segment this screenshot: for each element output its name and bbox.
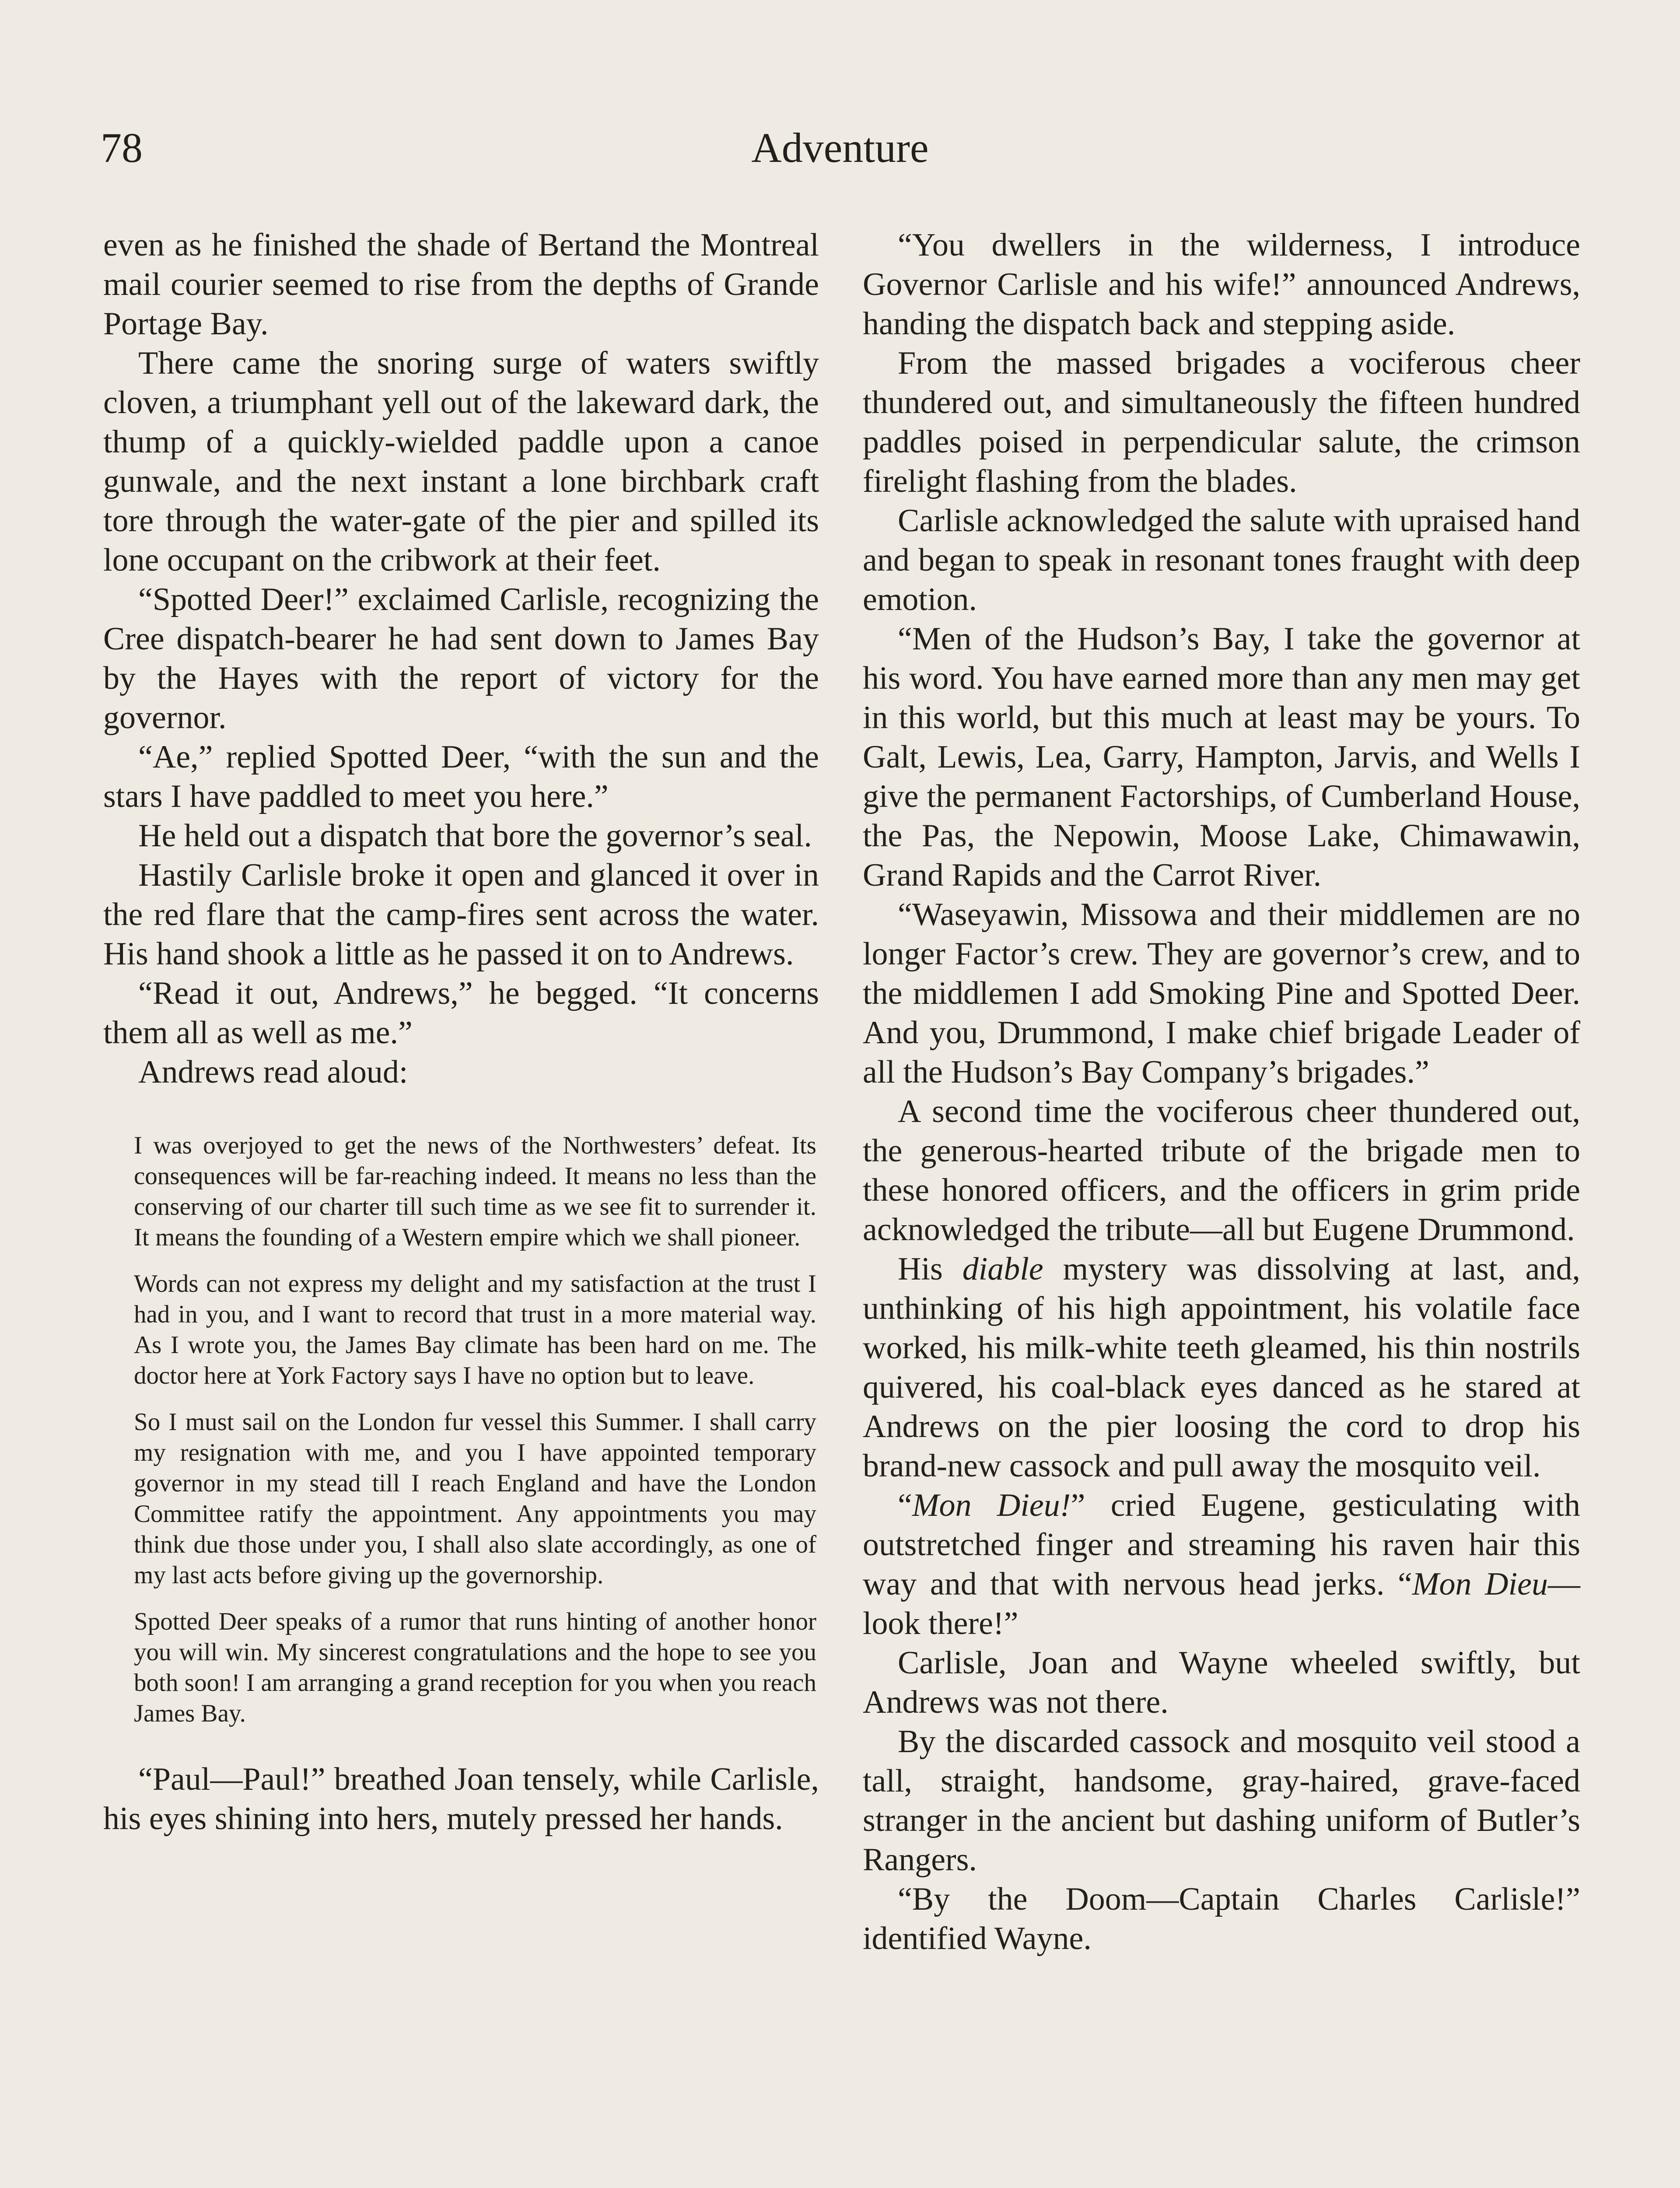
letter-paragraph: So I must sail on the London fur vessel this Summer. I shall carry my resignation with me, and you I have appointed temporary governor in my stead till I reach England and have the London Committee ratify the appointment. Any appointments you may think due those under you, I shall also slate accordingly, as one of my last acts before giving up the governorship. xyxy=(134,1408,816,1589)
paragraph: “You dwellers in the wilderness, I introduce Governor Carlisle and his wife!” announced Andrews, handing the dispatch back and stepping aside. xyxy=(863,227,1580,342)
paragraph: From the massed brigades a vociferous cheer thundered out, and simultaneously the fifteen hundred paddles poised in perpendicular salute, the crimson firelight flashing from the blades. xyxy=(863,345,1580,499)
paragraph: “Spotted Deer!” exclaimed Carlisle, recognizing the Cree dispatch-bearer he had sent down to James Bay by the Hayes with the report of victory for the governor. xyxy=(103,582,819,736)
paragraph: Carlisle, Joan and Wayne wheeled swiftly, but Andrews was not there. xyxy=(863,1645,1580,1720)
text-run: —look there!” xyxy=(863,1566,1580,1641)
running-title: Adventure xyxy=(751,124,929,171)
paragraph: “Ae,” replied Spotted Deer, “with the sun and the stars I have paddled to meet you here.” xyxy=(103,739,819,814)
paragraph: By the discarded cassock and mosquito veil stood a tall, straight, handsome, gray-haired, grave-faced stranger in the ancient but dashing uniform of Butler’s Rangers. xyxy=(863,1724,1580,1878)
text-run: His xyxy=(898,1251,962,1287)
letter-paragraph: Spotted Deer speaks of a rumor that runs hinting of another honor you will win. My sincerest congratulations and the hope to see you both soon! I am arranging a grand reception for you when you reach James Bay. xyxy=(134,1608,816,1727)
paragraph: “By the Doom—Captain Charles Carlisle!” identified Wayne. xyxy=(863,1881,1580,1957)
text-run: mystery was dissolving at last, and, unthinking of his high appointment, his volatile face worked, his milk-white teeth gleamed, his thin nostrils quivered, his coal-black eyes danced as he stared at Andrews on the pier loosing the cord to drop his brand-new cassock and pull away the mosquito veil. xyxy=(863,1251,1580,1484)
left-column xyxy=(103,225,819,1838)
paragraph: Hastily Carlisle broke it open and glanced it over in the red flare that the camp-fires sent across the water. His hand shook a little as he passed it on to Andrews. xyxy=(103,857,819,972)
paragraph: even as he finished the shade of Bertand the Montreal mail courier seemed to rise from the depths of Grande Portage Bay. xyxy=(103,227,819,342)
paragraph: Carlisle acknowledged the salute with upraised hand and began to speak in resonant tones fraught with deep emotion. xyxy=(863,503,1580,617)
paragraph: “Men of the Hudson’s Bay, I take the governor at his word. You have earned more than any men may get in this world, but this much at least may be yours. To Galt, Lewis, Lea, Garry, Hampton, Jarvis, and Wells I give the permanent Factorships, of Cumberland House, the Pas, the Nepowin, Moose Lake, Chimawawin, Grand Rapids and the Carrot River. xyxy=(863,621,1580,893)
paragraph: He held out a dispatch that bore the governor’s seal. xyxy=(138,818,812,854)
paragraph xyxy=(863,1249,1580,1486)
italic-word: Mon Dieu xyxy=(1412,1566,1548,1602)
page-number: 78 xyxy=(101,124,143,171)
text-run: “ xyxy=(898,1487,912,1523)
letter-paragraph: Words can not express my delight and my satisfaction at the trust I had in you, and I want to record that trust in a more material way. As I wrote you, the James Bay climate has been hard on me. The doctor here at York Factory says I have no option but to leave. xyxy=(134,1270,816,1389)
paragraph: There came the snoring surge of waters swiftly cloven, a triumphant yell out of the lakeward dark, the thump of a quickly-wielded paddle upon a canoe gunwale, and the next instant a lone birchbark craft tore through the water-gate of the pier and spilled its lone occupant on the cribwork at their feet. xyxy=(103,345,819,578)
paragraph: Andrews read aloud: xyxy=(138,1054,408,1090)
paragraph xyxy=(863,1486,1580,1643)
quoted-letter xyxy=(103,1130,819,1729)
italic-word: diable xyxy=(962,1251,1043,1287)
letter-paragraph: I was overjoyed to get the news of the Northwesters’ defeat. Its consequences will be far-reaching indeed. It means no less than the conserving of our charter till such time as we see fit to surrender it. It means the founding of a Western empire which we shall pioneer. xyxy=(134,1132,816,1251)
right-column xyxy=(863,225,1580,1958)
text-run: ” cried Eugene, gesticulating with outstretched finger and streaming his raven hair this way and that with nervous head jerks. “ xyxy=(863,1487,1580,1602)
paragraph: “Read it out, Andrews,” he begged. “It concerns them all as well as me.” xyxy=(103,975,819,1051)
paragraph: A second time the vociferous cheer thundered out, the generous-hearted tribute of the brigade men to these honored officers, and the officers in grim pride acknowledged the tribute—all but Eugene Drummond. xyxy=(863,1094,1580,1248)
italic-word: Mon Dieu! xyxy=(912,1487,1071,1523)
paragraph: “Paul—Paul!” breathed Joan tensely, while Carlisle, his eyes shining into hers, mutely pressed her hands. xyxy=(103,1761,819,1837)
paragraph: “Waseyawin, Missowa and their middlemen are no longer Factor’s crew. They are governor’s crew, and to the middlemen I add Smoking Pine and Spotted Deer. And you, Drummond, I make chief brigade Leader of all the Hudson’s Bay Company’s brigades.” xyxy=(863,897,1580,1090)
